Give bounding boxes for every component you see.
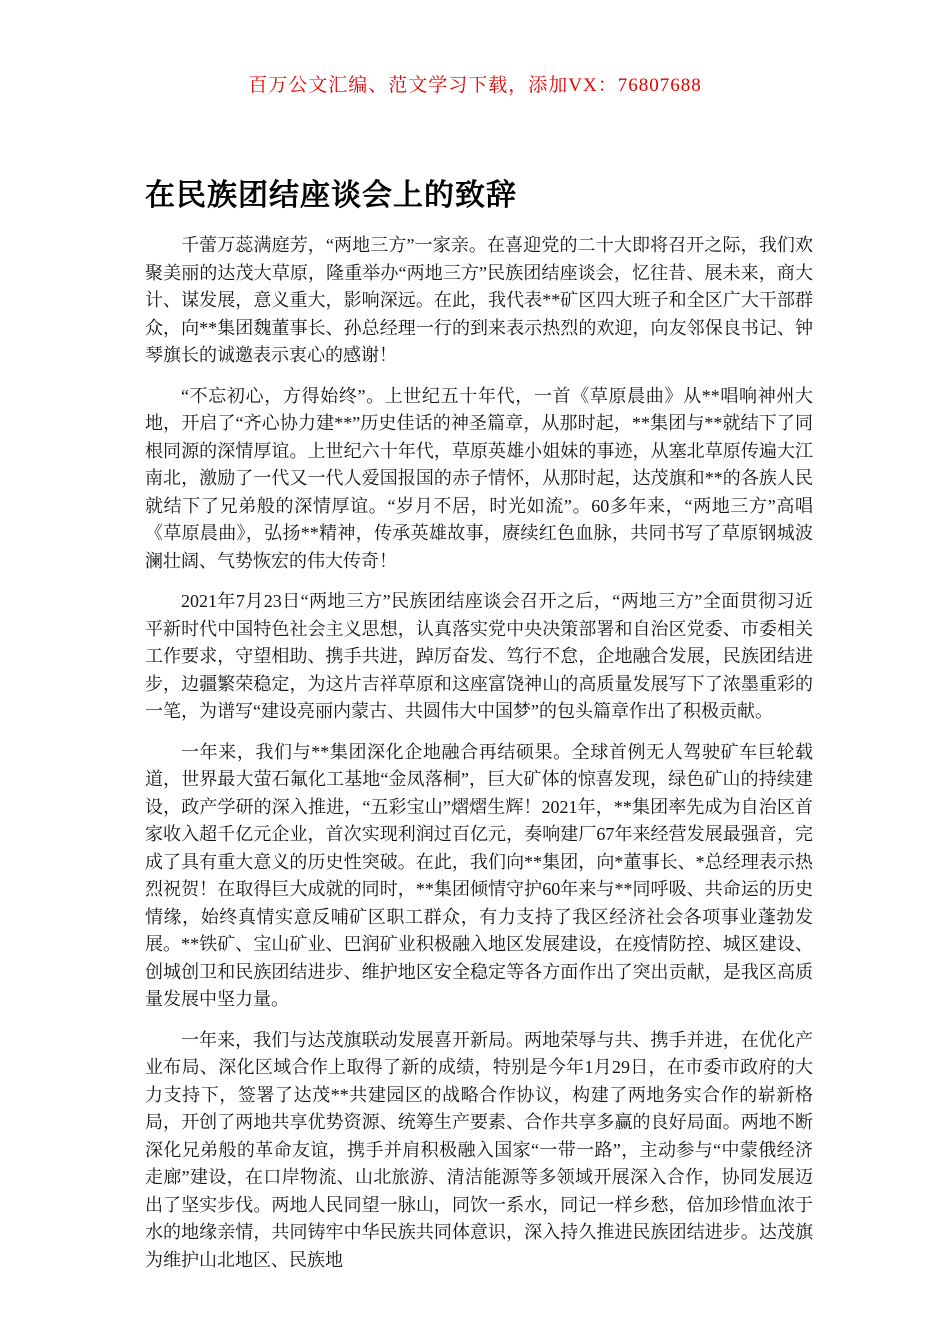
document-body bbox=[145, 232, 813, 1287]
paragraph-5: 一年来，我们与达茂旗联动发展喜开新局。两地荣辱与共、携手并进，在优化产业布局、深化区域合作上取得了新的成绩，特别是今年1月29日，在市委市政府的大力支持下，签署了达茂**共建园区的战略合作协议，构建了两地务实合作的崭新格局，开创了两地共享优势资源、统筹生产要素、合作共享多赢的良好局面。两地不断深化兄弟般的革命友谊，携手并肩积极融入国家“一带一路”，主动参与“中蒙俄经济走廊”建设，在口岸物流、山北旅游、清洁能源等多领域开展深入合作，协同发展迈出了坚实步伐。两地人民同望一脉山，同饮一系水，同记一样乡愁，倍加珍惜血浓于水的地缘亲情，共同铸牢中华民族共同体意识，深入持久推进民族团结进步。达茂旗为维护山北地区、民族地 bbox=[145, 1029, 813, 1270]
paragraph-3: 2021年7月23日“两地三方”民族团结座谈会召开之后，“两地三方”全面贯彻习近平新时代中国特色社会主义思想，认真落实党中央决策部署和自治区党委、市委相关工作要求，守望相助、携手共进，踔厉奋发、笃行不怠，企地融合发展，民族团结进步，边疆繁荣稳定，为这片吉祥草原和这座富饶神山的高质量发展写下了浓墨重彩的一笔，为谱写“建设亮丽内蒙古、共圆伟大中国梦”的包头篇章作出了积极贡献。 bbox=[145, 591, 813, 721]
paragraph-2: “不忘初心，方得始终”。上世纪五十年代，一首《草原晨曲》从**唱响神州大地，开启了“齐心协力建**”历史佳话的神圣篇章，从那时起，**集团与**就结下了同根同源的深情厚谊。上世纪六十年代，草原英雄小姐妹的事迹，从塞北草原传遍大江南北，激励了一代又一代人爱国报国的赤子情怀，从那时起，达茂旗和**的各族人民就结下了兄弟般的深情厚谊。“岁月不居，时光如流”。60多年来，“两地三方”高唱《草原晨曲》，弘扬**精神，传承英雄故事，赓续红色血脉，共同书写了草原钢城波澜壮阔、气势恢宏的伟大传奇！ bbox=[145, 385, 813, 571]
paragraph-1: 千蕾万蕊满庭芳，“两地三方”一家亲。在喜迎党的二十大即将召开之际，我们欢聚美丽的达茂大草原，隆重举办“两地三方”民族团结座谈会，忆往昔、展未来，商大计、谋发展，意义重大，影响深远。在此，我代表**矿区四大班子和全区广大干部群众，向**集团魏董事长、孙总经理一行的到来表示热烈的欢迎，向友邻保良书记、钟琴旗长的诚邀表示衷心的感谢！ bbox=[145, 235, 813, 365]
promo-banner-text: 百万公文汇编、范文学习下载，添加VX：76807688 bbox=[248, 75, 702, 96]
document-title: 在民族团结座谈会上的致辞 bbox=[145, 179, 517, 213]
paragraph-4: 一年来，我们与**集团深化企地融合再结硕果。全球首例无人驾驶矿车巨轮载道，世界最大萤石氟化工基地“金凤落桐”，巨大矿体的惊喜发现，绿色矿山的持续建设，政产学研的深入推进，“五彩宝山”熠熠生辉！2021年，**集团率先成为自治区首家收入超千亿元企业，首次实现利润过百亿元，奏响建厂67年来经营发展最强音，完成了具有重大意义的历史性突破。在此，我们向**集团，向*董事长、*总经理表示热烈祝贺！在取得巨大成就的同时，**集团倾情守护60年来与**同呼吸、共命运的历史情缘，始终真情实意反哺矿区职工群众，有力支持了我区经济社会各项事业蓬勃发展。**铁矿、宝山矿业、巴润矿业积极融入地区发展建设，在疫情防控、城区建设、创城创卫和民族团结进步、维护地区安全稳定等各方面作出了突出贡献，是我区高质量发展中坚力量。 bbox=[145, 741, 813, 1009]
